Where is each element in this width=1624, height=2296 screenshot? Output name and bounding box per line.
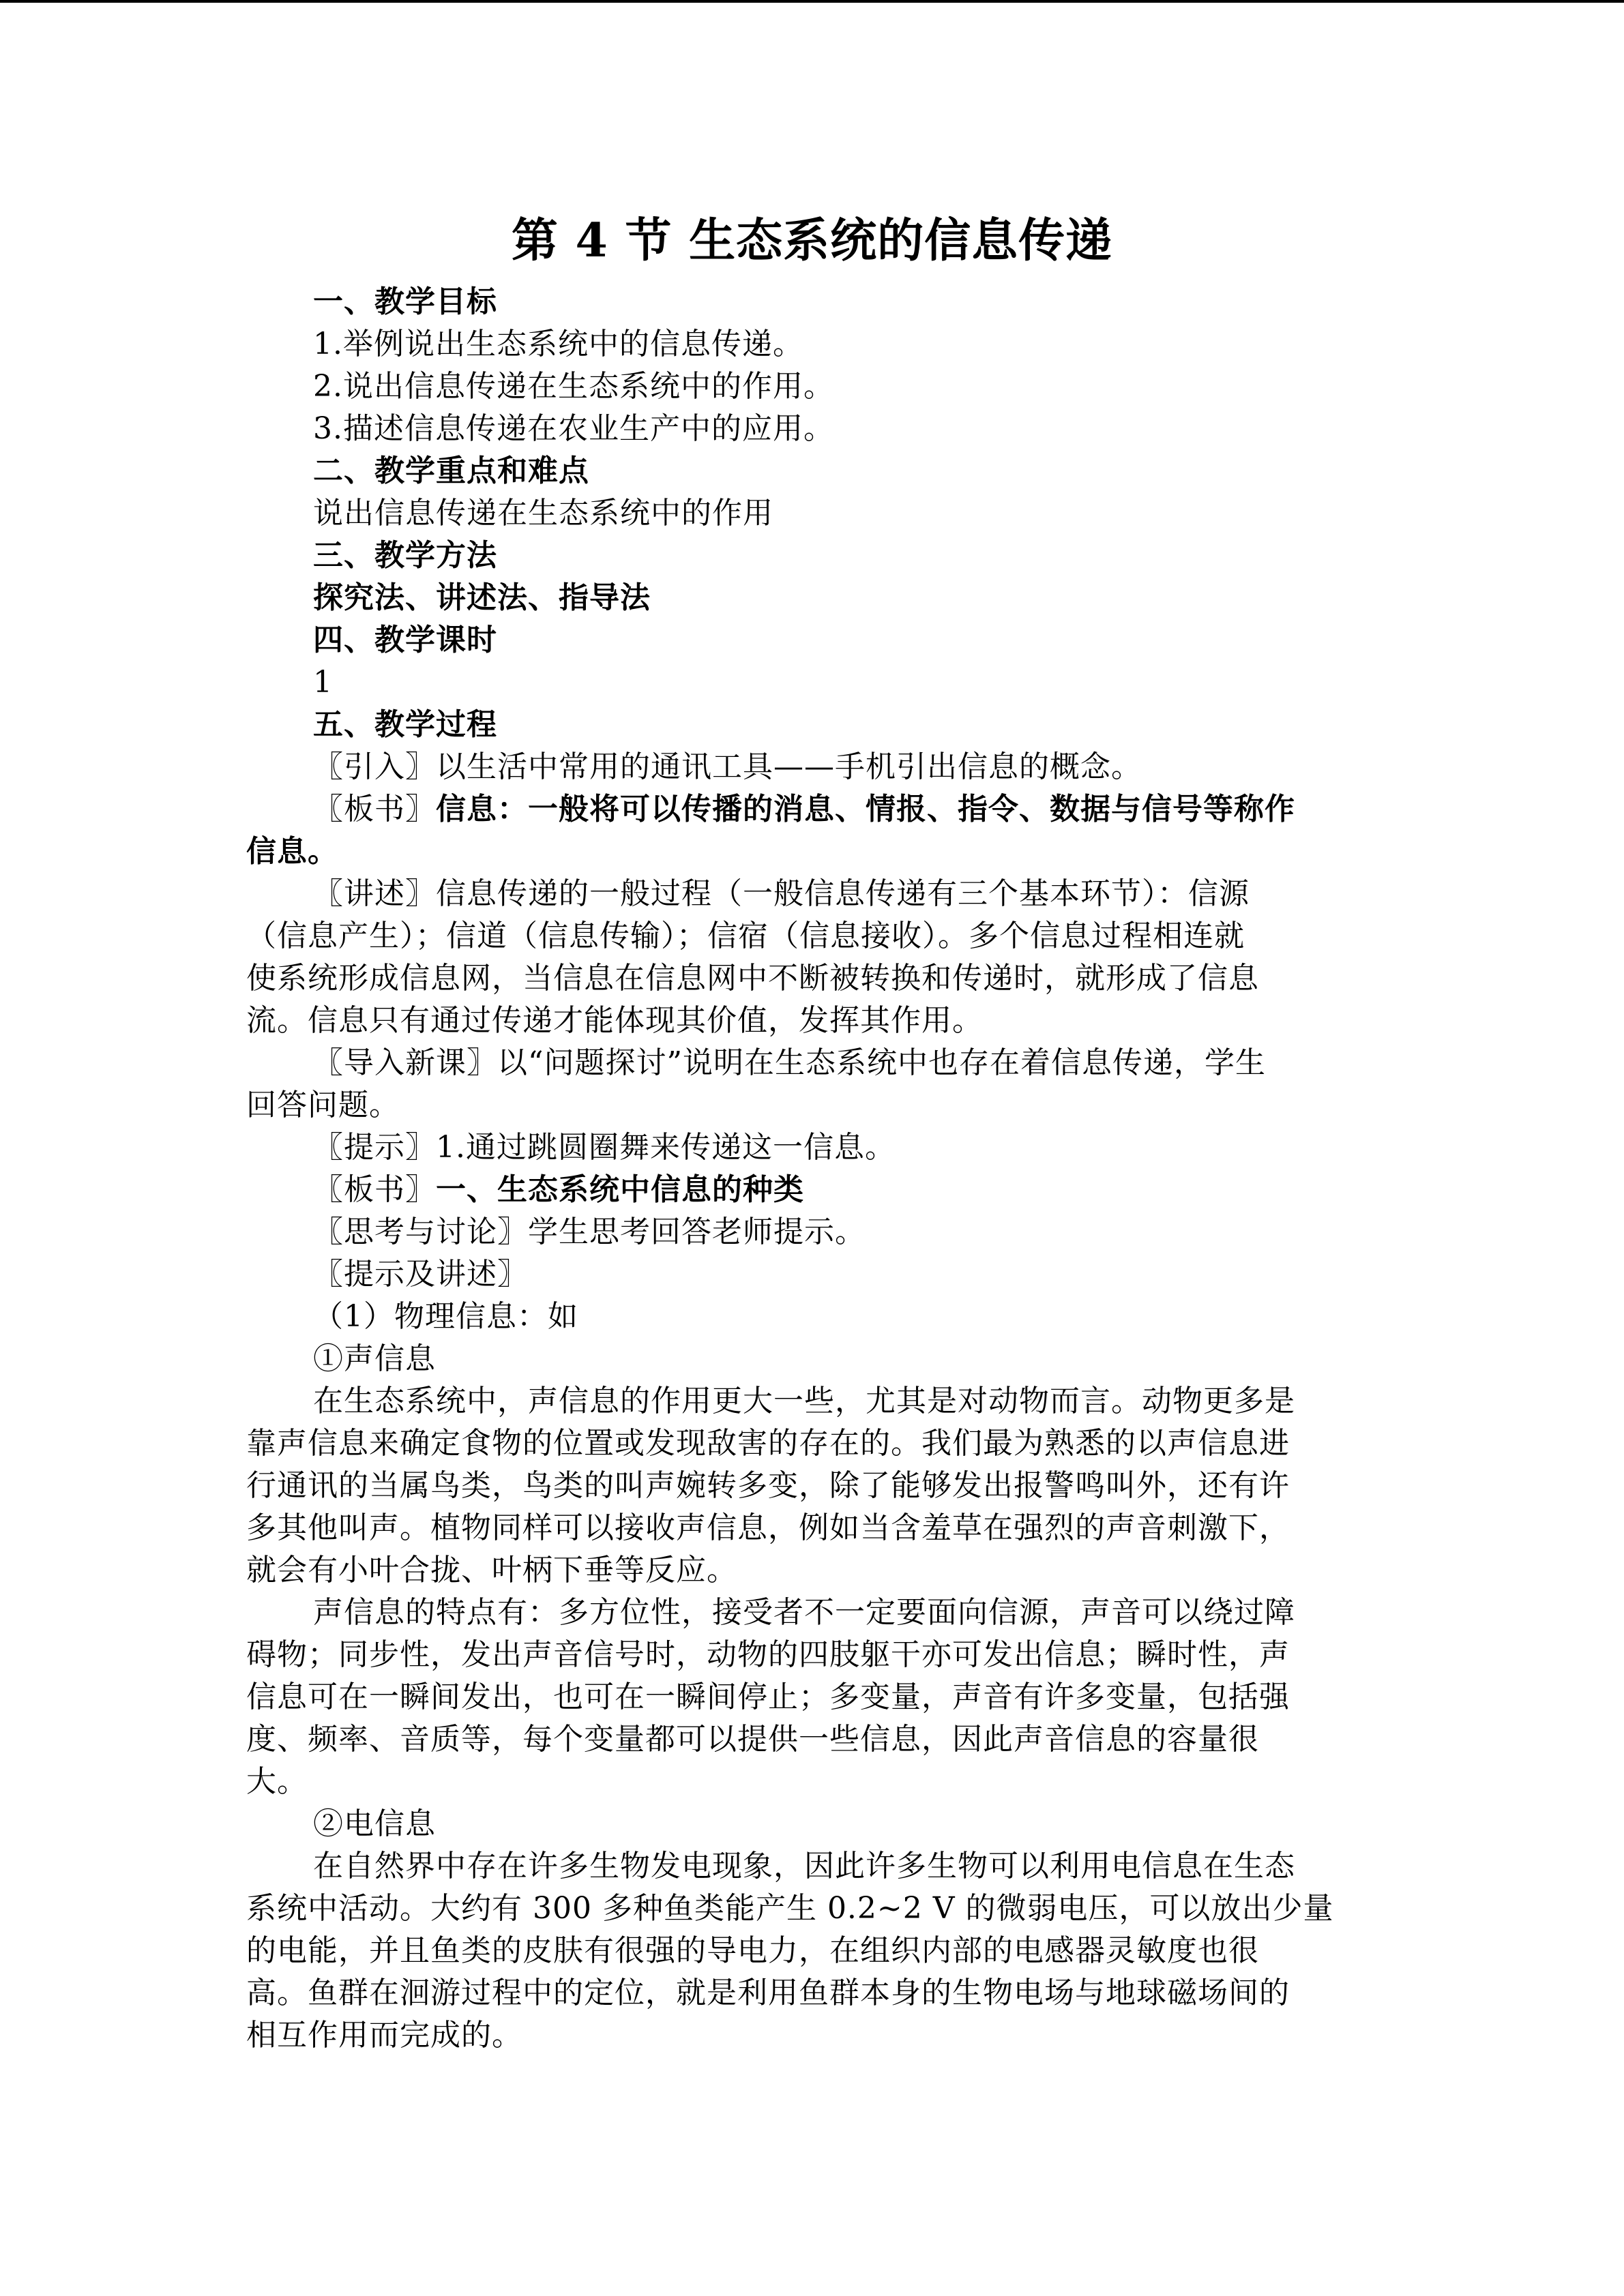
board-label: 〖板书〗 <box>313 1172 436 1207</box>
sound-para-line: 靠声信息来确定食物的位置或发现敌害的存在的。我们最为熟悉的以声信息进 <box>246 1426 1290 1461</box>
lecture-line: 〖讲述〗信息传递的一般过程（一般信息传递有三个基本环节）：信源 <box>313 876 1250 911</box>
sound-features-line: 信息可在一瞬间发出，也可在一瞬间停止；多变量，声音有许多变量，包括强 <box>246 1680 1290 1714</box>
board-definition: 信息：一般将可以传播的消息、情报、指令、数据与信号等称作 <box>436 792 1295 826</box>
board-label: 〖板书〗 <box>313 792 436 826</box>
electric-para-line: 的电能，并且鱼类的皮肤有很强的导电力，在组织内部的电感器灵敏度也很 <box>246 1933 1259 1968</box>
sound-features-line: 度、频率、音质等，每个变量都可以提供一些信息，因此声音信息的容量很 <box>246 1722 1259 1757</box>
document-title: 第 4 节 生态系统的信息传递 <box>511 213 1113 268</box>
section-heading-methods: 三、教学方法 <box>313 538 497 573</box>
new-lesson-line: 〖导入新课〗以“问题探讨”说明在生态系统中也存在着信息传递，学生 <box>313 1045 1266 1080</box>
section-heading-objectives: 一、教学目标 <box>313 284 497 319</box>
sound-features-line: 碍物；同步性，发出声音信号时，动物的四肢躯干亦可发出信息；瞬时性，声 <box>246 1637 1290 1672</box>
section-heading-class-hours: 四、教学课时 <box>313 623 497 657</box>
hint-lecture-line: 〖提示及讲述〗 <box>313 1257 528 1292</box>
electric-para-line: 系统中活动。大约有 300 多种鱼类能产生 0.2~2 V 的微弱电压，可以放出少量 <box>246 1891 1334 1926</box>
sound-features-line: 声信息的特点有：多方位性，接受者不一定要面向信源，声音可以绕过障 <box>313 1595 1295 1630</box>
page-top-border <box>0 0 1624 3</box>
objective-item: 2.说出信息传递在生态系统中的作用。 <box>313 369 834 404</box>
section-heading-key-points: 二、教学重点和难点 <box>313 453 589 488</box>
sound-para-line: 就会有小叶合拢、叶柄下垂等反应。 <box>246 1553 737 1587</box>
electric-para-line: 高。鱼群在洄游过程中的定位，就是利用鱼群本身的生物电场与地球磁场间的 <box>246 1976 1290 2010</box>
new-lesson-line: 回答问题。 <box>246 1088 400 1122</box>
sound-para-line: 在生态系统中，声信息的作用更大一些，尤其是对动物而言。动物更多是 <box>313 1384 1295 1418</box>
board-definition-cont: 信息。 <box>246 834 338 869</box>
sound-para-line: 多其他叫声。植物同样可以接收声信息，例如当含羞草在强烈的声音刺激下， <box>246 1510 1290 1545</box>
board-heading: 一、生态系统中信息的种类 <box>436 1172 804 1207</box>
document-body <box>246 281 1358 2057</box>
electric-info-title: ②电信息 <box>313 1806 436 1841</box>
electric-para-line: 相互作用而完成的。 <box>246 2018 522 2053</box>
sound-para-line: 行通讯的当属鸟类，鸟类的叫声婉转多变，除了能够发出报警鸣叫外，还有许 <box>246 1468 1290 1503</box>
board-line-2 <box>246 1169 1358 1211</box>
electric-para-line: 在自然界中存在许多生物发电现象，因此许多生物可以利用电信息在生态 <box>313 1849 1295 1883</box>
lecture-line: 流。信息只有通过传递才能体现其价值，发挥其作用。 <box>246 1003 983 1038</box>
think-discuss-line: 〖思考与讨论〗学生思考回答老师提示。 <box>313 1214 866 1249</box>
objective-item: 1.举例说出生态系统中的信息传递。 <box>313 327 803 361</box>
sound-features-line: 大。 <box>246 1764 308 1799</box>
class-hours-text: 1 <box>313 665 333 700</box>
lecture-line: （信息产生）；信道（信息传输）；信宿（信息接收）。多个信息过程相连就 <box>246 919 1245 953</box>
intro-line: 〖引入〗以生活中常用的通讯工具——手机引出信息的概念。 <box>313 749 1142 784</box>
hint-line: 〖提示〗1.通过跳圆圈舞来传递这一信息。 <box>313 1130 896 1165</box>
physical-info-line: （1）物理信息：如 <box>313 1299 578 1334</box>
board-line <box>246 788 1358 831</box>
sound-info-title: ①声信息 <box>313 1341 436 1376</box>
lecture-line: 使系统形成信息网，当信息在信息网中不断被转换和传递时，就形成了信息 <box>246 961 1259 996</box>
section-heading-process: 五、教学过程 <box>313 707 497 742</box>
objective-item: 3.描述信息传递在农业生产中的应用。 <box>313 411 834 446</box>
key-points-text: 说出信息传递在生态系统中的作用 <box>313 496 773 531</box>
methods-text: 探究法、讲述法、指导法 <box>313 580 651 615</box>
